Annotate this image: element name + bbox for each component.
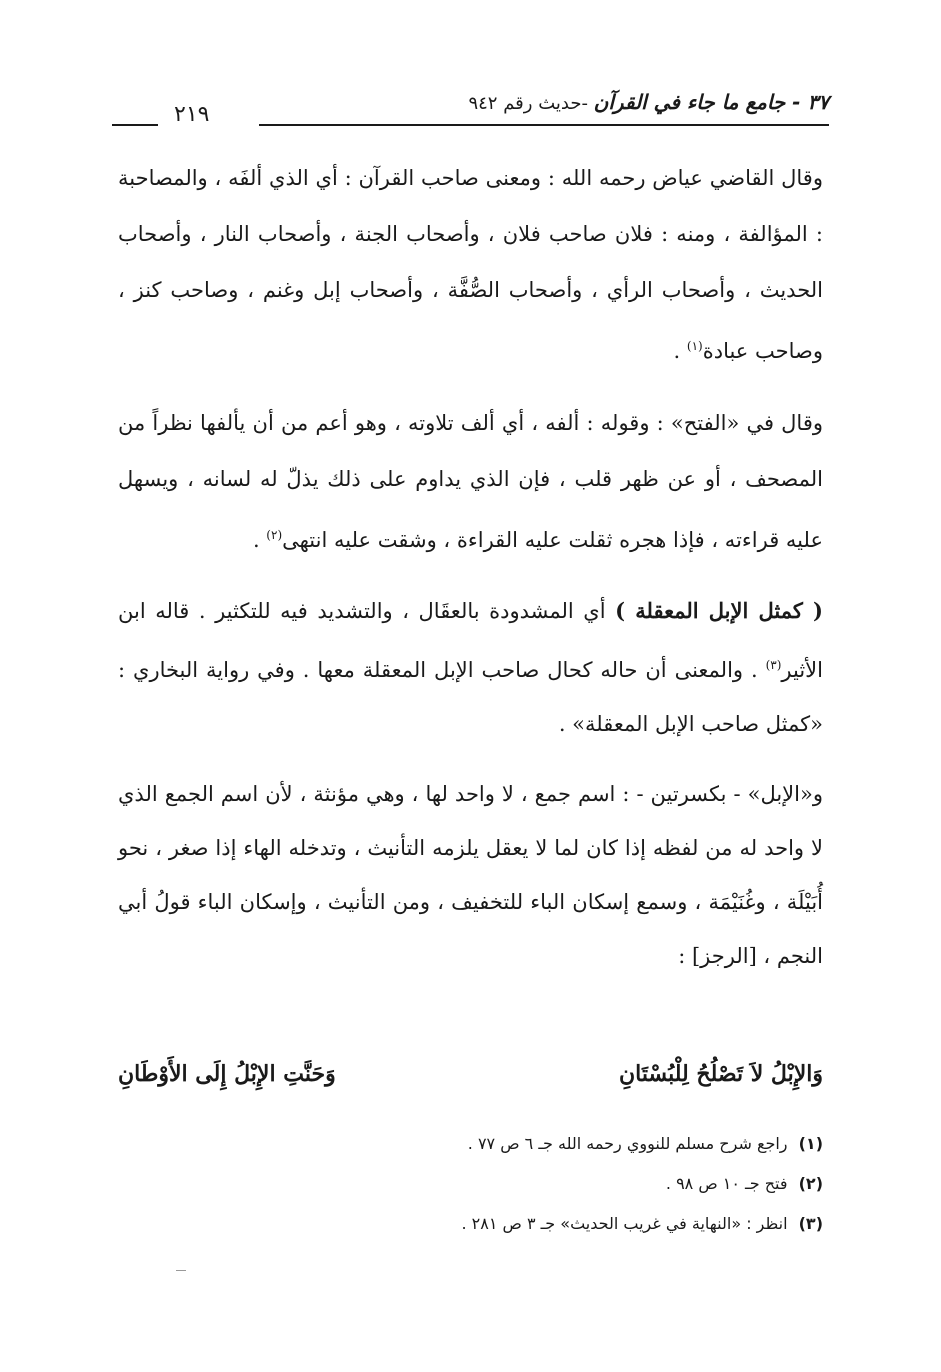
paragraph-end: . (252, 528, 267, 552)
page-number: ٢١٩ (168, 100, 215, 130)
verse-second-hemistich: وَحَنَّتِ الإِبْلُ إِلَى الأَوْطَانِ (118, 1061, 336, 1087)
footnote-number: (١) (798, 1134, 823, 1153)
paragraph-fath (118, 395, 823, 568)
footnote-ref: (٣) (765, 658, 782, 672)
footnote-2 (118, 1166, 823, 1206)
header-rule (259, 124, 829, 126)
header-dash (112, 124, 158, 126)
footnote-text: فتح جـ ١٠ ص ٩٨ . (665, 1174, 788, 1193)
hadith-phrase: ( كمثل الإبل المعقلة ) (615, 598, 823, 623)
footnote-ref: (١) (686, 339, 703, 353)
hadith-number: -حديث رقم ٩٤٢ (468, 93, 594, 114)
paragraph-text: أي المشدودة بالعقَال ، والتشديد فيه للتكثير . قاله ابن الأثير (118, 599, 823, 682)
paragraph-ayad (118, 150, 823, 379)
chapter-title (468, 88, 829, 118)
running-header (112, 88, 829, 128)
footnote-number: (٣) (798, 1214, 823, 1233)
paragraph-text: و«الإبل» - بكسرتين - : اسم جمع ، لا واحد لها ، وهي مؤنثة ، لأن اسم الجمع الذي لا واحد له من لفظه إذا كان لما لا يعقل يلزمه التأنيث ، وتدخله الهاء إذا صغر ، نحو أُبَيْلَة ، وغُنَيْمَة ، وسمع إسكان الباء للتخفيف ، ومن التأنيث ، وإسكان الباء قولُ أبي النجم ، [الرجز] : (118, 782, 823, 968)
footnote-text: انظر : «النهاية في غريب الحديث» جـ ٣ ص ٢٨١ . (461, 1214, 788, 1233)
footnotes (118, 1126, 823, 1246)
paragraph-text: وقال القاضي عياض رحمه الله : ومعنى صاحب القرآن : أي الذي ألفَه ، والمصاحبة : المؤالفة ، ومنه : فلان صاحب فلان ، وأصحاب الجنة ، وأصحاب النار ، وأصحاب الحديث ، وأصحاب الرأي ، وأصحاب الصُّفَّة ، وأصحاب إبل وغنم ، وصاحب كنز ، وصاحب عبادة (118, 166, 823, 363)
paragraph-text-continued: . والمعنى أن حاله كحال صاحب الإبل المعقلة معها . وفي رواية البخاري : «كمثل صاحب الإبل المعقلة» . (118, 658, 823, 736)
footnote-3 (118, 1206, 823, 1246)
paragraph-ibil (118, 767, 823, 983)
footnote-ref: (٢) (266, 528, 283, 542)
footnote-text: راجع شرح مسلم للنووي رحمه الله جـ ٦ ص ٧٧ . (467, 1134, 788, 1153)
main-text (118, 150, 823, 983)
paragraph-text: وقال في «الفتح» : وقوله : ألفه ، أي ألف تلاوته ، وهو أعم من أن يألفها نظراً من المصحف ، أو عن ظهر قلب ، فإن الذي يداوم على ذلك يذلّ له لسانه ، ويسهل عليه قراءته ، فإذا هجره ثقلت عليه القراءة ، وشقت عليه انتهى (118, 411, 823, 552)
footnote-1 (118, 1126, 823, 1166)
paragraph-muaqqala (118, 584, 823, 751)
poetry-verse (118, 1052, 823, 1096)
chapter-title-text: ٣٧ - جامع ما جاء في القرآن (593, 90, 829, 114)
footnote-number: (٢) (798, 1174, 823, 1193)
paragraph-end: . (673, 339, 687, 363)
scan-mark (176, 1270, 186, 1271)
verse-first-hemistich: وَالإِبْلُ لاَ تَصْلُحُ لِلْبُسْتَانِ (618, 1061, 823, 1087)
